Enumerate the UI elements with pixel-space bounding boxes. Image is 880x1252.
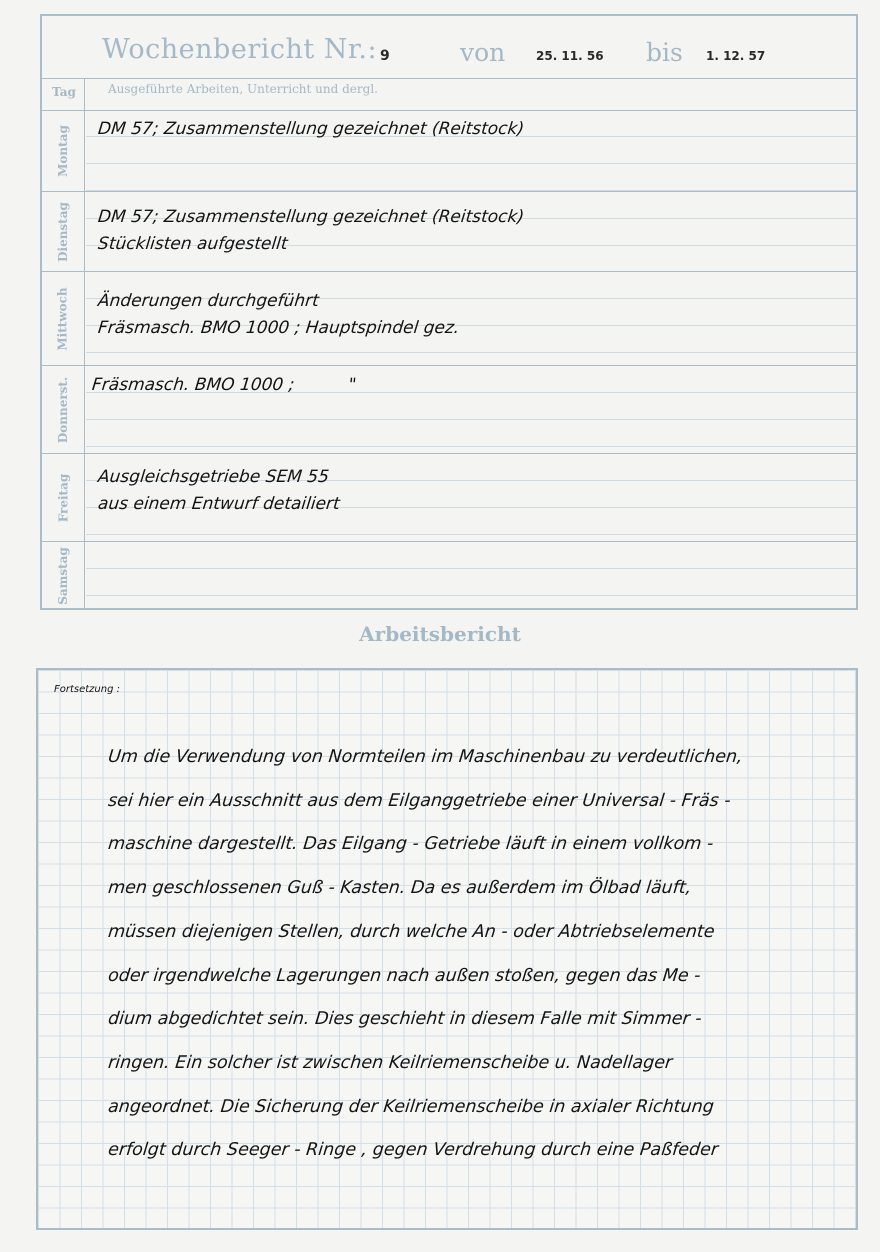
work-report-grid	[36, 668, 858, 1230]
day-column-header: Tag	[52, 85, 76, 99]
work-report-title: Arbeitsbericht	[359, 622, 521, 646]
day-label: Freitag	[56, 473, 71, 522]
entry-line: Ausgleichsgetriebe SEM 55	[97, 467, 331, 487]
weekly-report-title: Wochenbericht Nr.:	[102, 34, 378, 65]
from-label: von	[460, 38, 506, 67]
text-line: ringen. Ein solcher ist zwischen Keilriemenscheibe u. Nadellager	[107, 1052, 674, 1073]
day-row-thursday	[42, 366, 856, 454]
to-date: 1. 12. 57	[706, 49, 766, 63]
text-line: sei hier ein Ausschnitt aus dem Eilganggetriebe einer Universal - Fräs -	[107, 790, 732, 811]
day-row-wednesday	[42, 272, 856, 366]
day-label: Mittwoch	[56, 286, 71, 351]
day-label: Samstag	[56, 547, 71, 605]
from-date: 25. 11. 56	[536, 49, 604, 63]
continuation-label: Fortsetzung :	[54, 684, 121, 695]
text-line: Um die Verwendung von Normteilen im Maschinenbau zu verdeutlichen,	[107, 747, 744, 767]
text-line: maschine dargestellt. Das Eilgang - Getriebe läuft in einem vollkom -	[107, 834, 715, 855]
day-label: Montag	[56, 124, 71, 177]
entry-line: Änderungen durchgeführt	[97, 291, 320, 311]
weekly-report-form	[40, 14, 858, 610]
day-row-saturday	[42, 542, 856, 610]
day-row-tuesday	[42, 192, 856, 272]
to-label: bis	[646, 38, 683, 67]
column-header-row	[42, 78, 856, 111]
entry-line: DM 57; Zusammenstellung gezeichnet (Reitstock)	[97, 119, 526, 139]
entry-line: Stücklisten aufgestellt	[97, 234, 289, 254]
day-label: Dienstag	[56, 201, 71, 262]
day-row-friday	[42, 454, 856, 542]
report-number: 9	[380, 48, 390, 64]
activities-column-header: Ausgeführte Arbeiten, Unterricht und dergl.	[108, 82, 378, 96]
entry-line: DM 57; Zusammenstellung gezeichnet (Reitstock)	[97, 207, 526, 227]
text-line: men geschlossenen Guß - Kasten. Da es außerdem im Ölbad läuft,	[107, 878, 693, 899]
work-report-text	[108, 736, 842, 1173]
text-line: müssen diejenigen Stellen, durch welche An - oder Abtriebselemente	[107, 921, 716, 942]
day-label: Donnerst.	[56, 376, 71, 443]
text-line: erfolgt durch Seeger - Ringe , gegen Verdrehung durch eine Paßfeder	[107, 1140, 720, 1161]
entry-line: Fräsmasch. BMO 1000 ; "	[91, 375, 358, 395]
text-line: angeordnet. Die Sicherung der Keilriemenscheibe in axialer Richtung	[107, 1096, 715, 1117]
text-line: oder irgendwelche Lagerungen nach außen stoßen, gegen das Me -	[107, 965, 702, 986]
entry-line: aus einem Entwurf detailiert	[97, 494, 341, 514]
weekly-report-header	[42, 16, 856, 79]
text-line: dium abgedichtet sein. Dies geschieht in diesem Falle mit Simmer -	[107, 1009, 703, 1030]
day-row-monday	[42, 110, 856, 192]
entry-line: Fräsmasch. BMO 1000 ; Hauptspindel gez.	[97, 318, 461, 338]
